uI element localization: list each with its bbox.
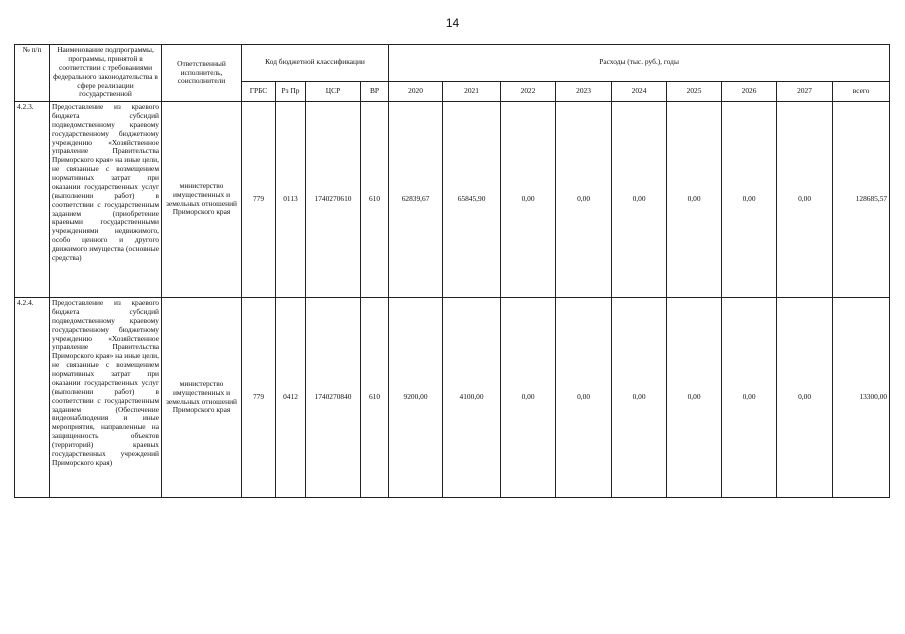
row-value: 0,00 — [667, 298, 722, 498]
row-value: 62839,67 — [389, 102, 443, 298]
row-rzpr: 0113 — [276, 102, 306, 298]
row-num: 4.2.3. — [15, 102, 50, 298]
row-value: 0,00 — [501, 102, 556, 298]
row-total: 128685,57 — [833, 102, 890, 298]
row-value: 0,00 — [501, 298, 556, 498]
header-num: № п/п — [15, 45, 50, 102]
row-value: 65845,90 — [443, 102, 501, 298]
header-year: 2020 — [389, 81, 443, 101]
budget-table — [14, 44, 890, 498]
page-number: 14 — [445, 16, 460, 30]
header-year: 2025 — [667, 81, 722, 101]
row-csr: 1740270610 — [306, 102, 361, 298]
header-grbs: ГРБС — [242, 81, 276, 101]
row-value: 0,00 — [612, 102, 667, 298]
row-rzpr: 0412 — [276, 298, 306, 498]
row-value: 0,00 — [667, 102, 722, 298]
row-responsible: министерство имущественных и земельных отношений Приморского края — [162, 102, 242, 298]
header-responsible: Ответственный исполнитель, соисполнители — [162, 45, 242, 102]
table-row — [15, 102, 890, 298]
header-csr: ЦСР — [306, 81, 361, 101]
header-year: 2027 — [777, 81, 833, 101]
row-value: 0,00 — [612, 298, 667, 498]
header-name-text: Наименование подпрограммы, программы, принятой в соответствии с требованиями федерального законодательства в сфере реализации государственной — [53, 46, 158, 99]
header-name — [50, 45, 162, 102]
row-value: 0,00 — [722, 298, 777, 498]
header-year: 2021 — [443, 81, 501, 101]
row-value: 0,00 — [722, 102, 777, 298]
table-row — [15, 298, 890, 498]
header-budget-code: Код бюджетной классификации — [242, 45, 389, 82]
row-grbs: 779 — [242, 298, 276, 498]
row-value: 9200,00 — [389, 298, 443, 498]
row-csr: 1740270840 — [306, 298, 361, 498]
row-name: Предоставление из краевого бюджета субсидий подведомственному краевому государственному бюджетному учреждению «Хозяйственное управление Правительства Приморского края» на иные цели, не связанные с возмещением нормативных затрат при оказании государственных услуг (выполнении работ) в соответствии с государственным заданием (приобретение краевыми государственными учреждениями недвижимого, особо ценного и другого движимого имущества (основные средства) — [50, 102, 162, 298]
header-year: 2023 — [556, 81, 612, 101]
row-value: 0,00 — [556, 102, 612, 298]
header-year: 2022 — [501, 81, 556, 101]
row-value: 0,00 — [777, 298, 833, 498]
header-year: 2024 — [612, 81, 667, 101]
header-total: всего — [833, 81, 890, 101]
row-total: 13300,00 — [833, 298, 890, 498]
row-grbs: 779 — [242, 102, 276, 298]
row-vr: 610 — [361, 298, 389, 498]
header-year: 2026 — [722, 81, 777, 101]
header-rzpr: Рз Пр — [276, 81, 306, 101]
row-vr: 610 — [361, 102, 389, 298]
row-name: Предоставление из краевого бюджета субсидий подведомственному краевому государственному бюджетному учреждению «Хозяйственное управление Правительства Приморского края» на иные цели, не связанные с возмещением нормативных затрат при оказании государственных услуг (выполнении работ) в соответствии с государственным заданием (Обеспечение видеонаблюдения и иные мероприятия, направленные на защищенность объектов (территорий) краевых государственных учреждений Приморского края) — [50, 298, 162, 498]
row-value: 4100,00 — [443, 298, 501, 498]
row-num: 4.2.4. — [15, 298, 50, 498]
row-responsible: министерство имущественных и земельных отношений Приморского края — [162, 298, 242, 498]
row-value: 0,00 — [556, 298, 612, 498]
header-vr: ВР — [361, 81, 389, 101]
row-value: 0,00 — [777, 102, 833, 298]
header-expenses: Расходы (тыс. руб.), годы — [389, 45, 890, 82]
